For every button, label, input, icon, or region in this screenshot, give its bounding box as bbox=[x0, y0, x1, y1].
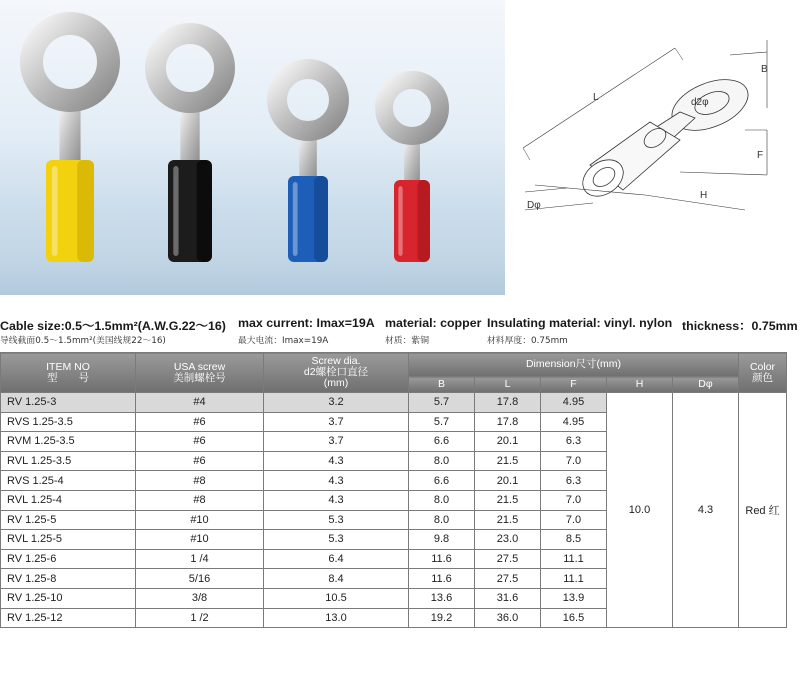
cell-item: RV 1.25-10 bbox=[1, 588, 136, 608]
cell-L: 31.6 bbox=[475, 588, 541, 608]
cell-B: 5.7 bbox=[409, 393, 475, 413]
cell-item: RVL 1.25-3.5 bbox=[1, 451, 136, 471]
spec-insulating: Insulating material: vinyl. nylon bbox=[487, 316, 673, 330]
cell-screw-dia: 4.3 bbox=[264, 471, 409, 491]
cell-L: 21.5 bbox=[475, 510, 541, 530]
header-item: ITEM NO 型 号 bbox=[1, 353, 136, 393]
cell-L: 23.0 bbox=[475, 530, 541, 550]
cell-screw-dia: 3.2 bbox=[264, 393, 409, 413]
cell-item: RVS 1.25-4 bbox=[1, 471, 136, 491]
cell-screw-dia: 5.3 bbox=[264, 510, 409, 530]
cell-item: RVL 1.25-4 bbox=[1, 490, 136, 510]
cell-item: RV 1.25-8 bbox=[1, 569, 136, 589]
cell-L: 27.5 bbox=[475, 549, 541, 569]
cell-L: 36.0 bbox=[475, 608, 541, 628]
cell-D-shared: 4.3 bbox=[673, 393, 739, 628]
label-H: H bbox=[700, 190, 708, 201]
dimension-diagram bbox=[505, 0, 800, 295]
spec-thickness-cn: 材料厚度：0.75mm bbox=[487, 336, 568, 346]
cell-L: 17.8 bbox=[475, 393, 541, 413]
cell-F: 4.95 bbox=[541, 393, 607, 413]
cell-usa-screw: #10 bbox=[136, 510, 264, 530]
header-H: H bbox=[607, 377, 673, 393]
cell-B: 6.6 bbox=[409, 432, 475, 452]
cell-B: 5.7 bbox=[409, 412, 475, 432]
header-color: Color 颜色 bbox=[739, 353, 787, 393]
cell-screw-dia: 4.3 bbox=[264, 490, 409, 510]
cell-B: 13.6 bbox=[409, 588, 475, 608]
cell-color-shared: Red 红 bbox=[739, 393, 787, 628]
cell-usa-screw: #6 bbox=[136, 412, 264, 432]
cell-usa-screw: #6 bbox=[136, 432, 264, 452]
spec-cable: Cable size:0.5～1.5mm²(A.W.G.22～16) bbox=[0, 319, 226, 333]
header-screw-dia: Screw dia. d2螺栓口直径 (mm) bbox=[264, 353, 409, 393]
table-row bbox=[1, 393, 787, 413]
cell-item: RV 1.25-3 bbox=[1, 393, 136, 413]
cell-L: 21.5 bbox=[475, 451, 541, 471]
cell-item: RV 1.25-12 bbox=[1, 608, 136, 628]
cell-L: 21.5 bbox=[475, 490, 541, 510]
cell-F: 11.1 bbox=[541, 569, 607, 589]
cell-usa-screw: #8 bbox=[136, 490, 264, 510]
cell-item: RVM 1.25-3.5 bbox=[1, 432, 136, 452]
cell-screw-dia: 6.4 bbox=[264, 549, 409, 569]
cell-screw-dia: 4.3 bbox=[264, 451, 409, 471]
header-dimension: Dimension尺寸(mm) bbox=[409, 353, 739, 377]
cell-item: RVL 1.25-5 bbox=[1, 530, 136, 550]
label-D: Dφ bbox=[527, 200, 541, 211]
cell-F: 7.0 bbox=[541, 451, 607, 471]
cell-screw-dia: 8.4 bbox=[264, 569, 409, 589]
cell-B: 19.2 bbox=[409, 608, 475, 628]
cell-B: 8.0 bbox=[409, 490, 475, 510]
spec-material: material: copper bbox=[385, 316, 482, 330]
header-usa-screw: USA screw 美制螺栓号 bbox=[136, 353, 264, 393]
cell-screw-dia: 3.7 bbox=[264, 412, 409, 432]
cell-B: 11.6 bbox=[409, 549, 475, 569]
cell-item: RVS 1.25-3.5 bbox=[1, 412, 136, 432]
cell-usa-screw: 1 /2 bbox=[136, 608, 264, 628]
cell-usa-screw: 1 /4 bbox=[136, 549, 264, 569]
cell-F: 6.3 bbox=[541, 432, 607, 452]
cell-usa-screw: #10 bbox=[136, 530, 264, 550]
cell-B: 6.6 bbox=[409, 471, 475, 491]
cell-L: 20.1 bbox=[475, 432, 541, 452]
cell-screw-dia: 10.5 bbox=[264, 588, 409, 608]
cell-B: 8.0 bbox=[409, 510, 475, 530]
cell-B: 9.8 bbox=[409, 530, 475, 550]
cell-L: 20.1 bbox=[475, 471, 541, 491]
cell-screw-dia: 5.3 bbox=[264, 530, 409, 550]
header-D: Dφ bbox=[673, 377, 739, 393]
cell-usa-screw: #6 bbox=[136, 451, 264, 471]
cell-F: 7.0 bbox=[541, 510, 607, 530]
cell-item: RV 1.25-6 bbox=[1, 549, 136, 569]
cell-usa-screw: #4 bbox=[136, 393, 264, 413]
cell-B: 8.0 bbox=[409, 451, 475, 471]
label-d2: d2φ bbox=[691, 97, 709, 108]
cell-L: 17.8 bbox=[475, 412, 541, 432]
spec-material-cn: 材质：紫铜 bbox=[385, 336, 429, 346]
header-B: B bbox=[409, 377, 475, 393]
cell-F: 4.95 bbox=[541, 412, 607, 432]
cell-F: 16.5 bbox=[541, 608, 607, 628]
label-F: F bbox=[757, 150, 764, 161]
spec-current: max current: Imax=19A bbox=[238, 316, 375, 330]
cell-usa-screw: 3/8 bbox=[136, 588, 264, 608]
spec-table bbox=[0, 352, 787, 628]
cell-usa-screw: #8 bbox=[136, 471, 264, 491]
cell-F: 13.9 bbox=[541, 588, 607, 608]
cell-usa-screw: 5/16 bbox=[136, 569, 264, 589]
cell-screw-dia: 3.7 bbox=[264, 432, 409, 452]
header-F: F bbox=[541, 377, 607, 393]
cell-F: 11.1 bbox=[541, 549, 607, 569]
spec-cable-cn: 导线截面0.5～1.5mm²(美国线规22～16) bbox=[0, 336, 166, 346]
product-photo bbox=[0, 0, 505, 295]
header-L: L bbox=[475, 377, 541, 393]
cell-B: 11.6 bbox=[409, 569, 475, 589]
spec-thickness: thickness：0.75mm bbox=[682, 319, 798, 333]
cell-F: 7.0 bbox=[541, 490, 607, 510]
label-L: L bbox=[593, 92, 599, 103]
label-B: B bbox=[761, 64, 768, 75]
cell-item: RV 1.25-5 bbox=[1, 510, 136, 530]
cell-L: 27.5 bbox=[475, 569, 541, 589]
cell-F: 8.5 bbox=[541, 530, 607, 550]
cell-H-shared: 10.0 bbox=[607, 393, 673, 628]
cell-screw-dia: 13.0 bbox=[264, 608, 409, 628]
cell-F: 6.3 bbox=[541, 471, 607, 491]
spec-current-cn: 最大电流：Imax=19A bbox=[238, 336, 329, 346]
